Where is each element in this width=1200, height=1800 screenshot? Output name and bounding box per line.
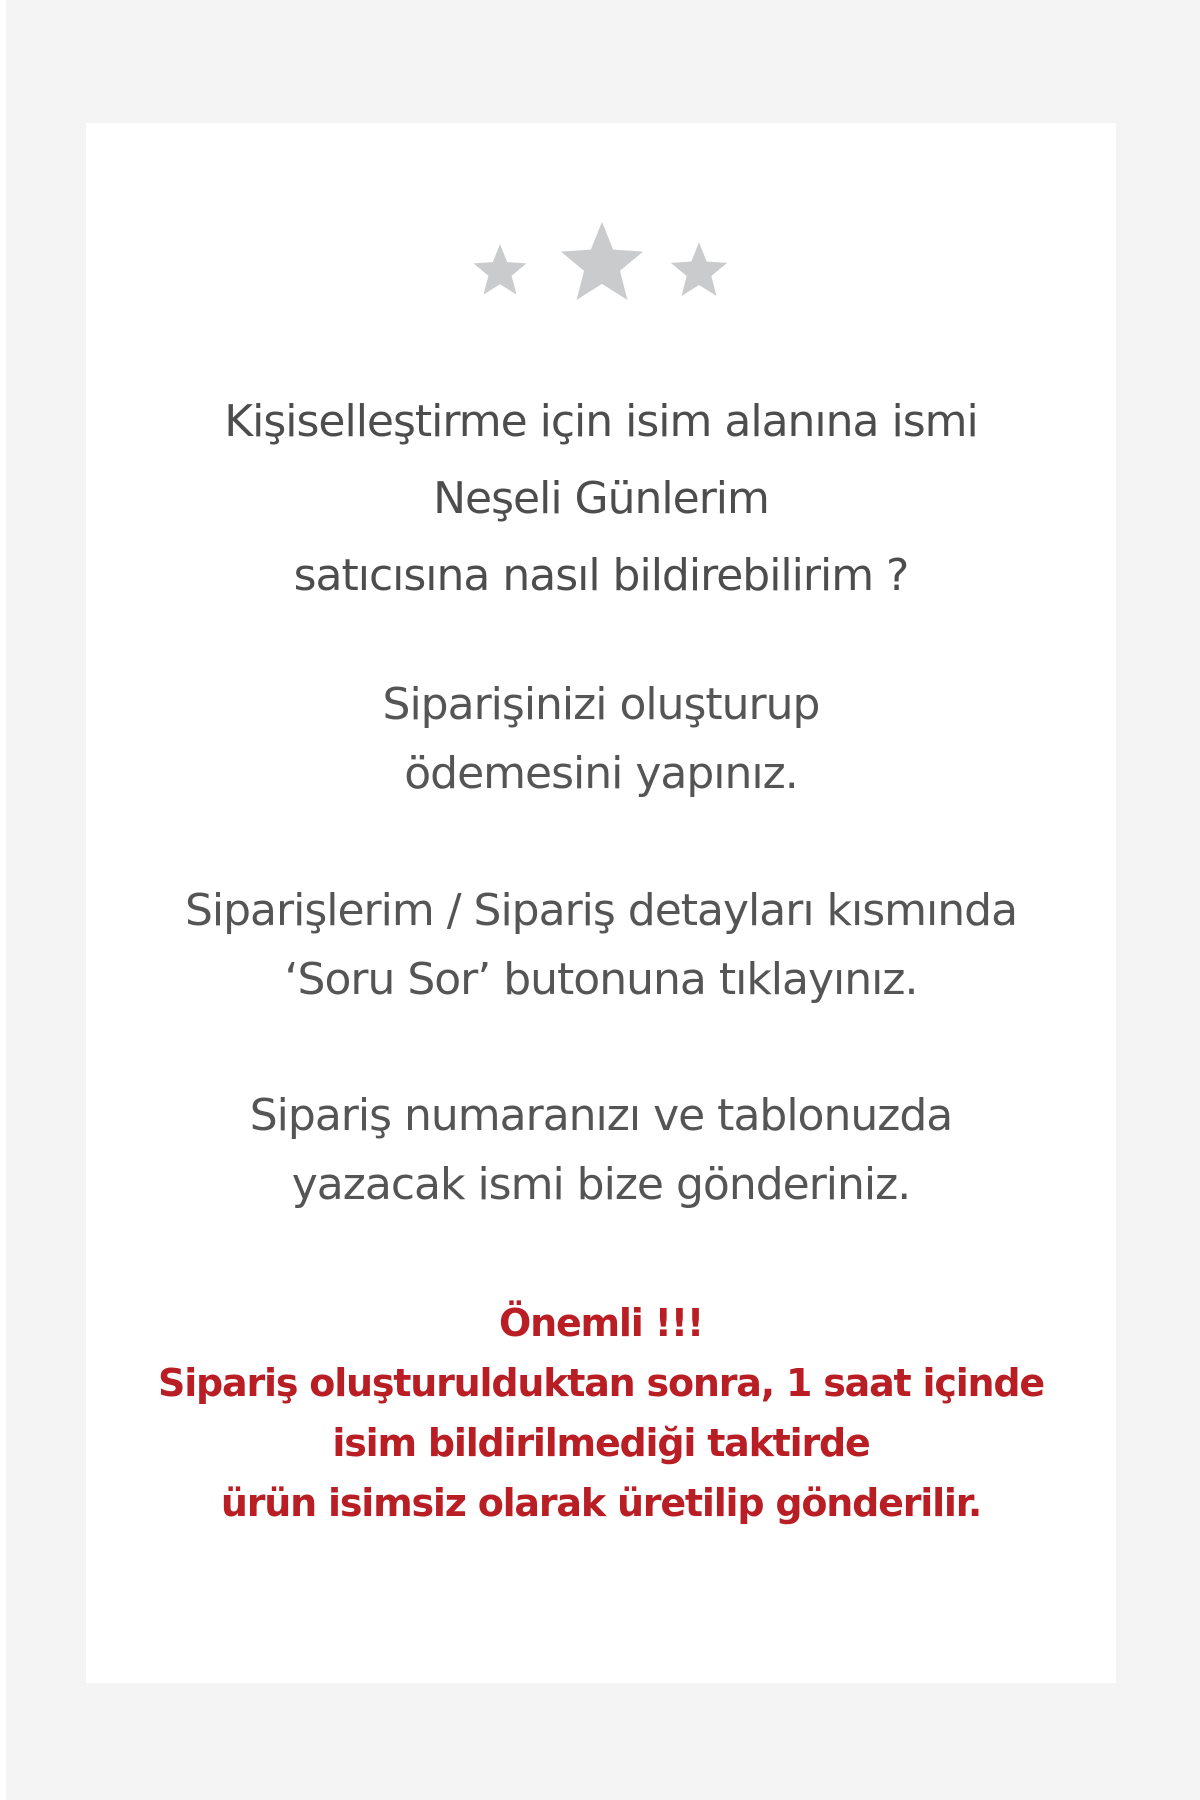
step-line: Sipariş numaranızı ve tablonuzda [249,1090,953,1141]
star-icon [469,241,531,303]
warning-line: isim bildirilmediği taktirde [332,1421,870,1465]
question-line: Kişiselleştirme için isim alanına ismi [224,396,978,447]
step-3 [86,1081,1116,1219]
stars-decoration [86,123,1116,323]
left-frame-edge [0,0,6,1800]
step-line: Siparişinizi oluşturup [382,679,820,730]
warning-line: Sipariş oluşturulduktan sonra, 1 saat içinde [158,1361,1044,1405]
warning-note [86,1293,1116,1533]
step-2 [86,876,1116,1014]
star-icon [554,217,650,313]
question-line: satıcısına nasıl bildirebilirim ? [293,550,909,601]
step-line: Siparişlerim / Sipariş detayları kısmında [184,885,1018,936]
star-icon [666,239,732,305]
step-line: ödemesini yapınız. [404,748,798,799]
question-heading [86,383,1116,614]
warning-title: Önemli !!! [499,1301,703,1345]
question-line: Neşeli Günlerim [433,473,769,524]
step-1 [86,670,1116,808]
step-line: yazacak ismi bize gönderiniz. [291,1159,911,1210]
warning-line: ürün isimsiz olarak üretilip gönderilir. [220,1481,982,1525]
info-card [86,123,1116,1683]
step-line: ‘Soru Sor’ butonuna tıklayınız. [284,954,918,1005]
